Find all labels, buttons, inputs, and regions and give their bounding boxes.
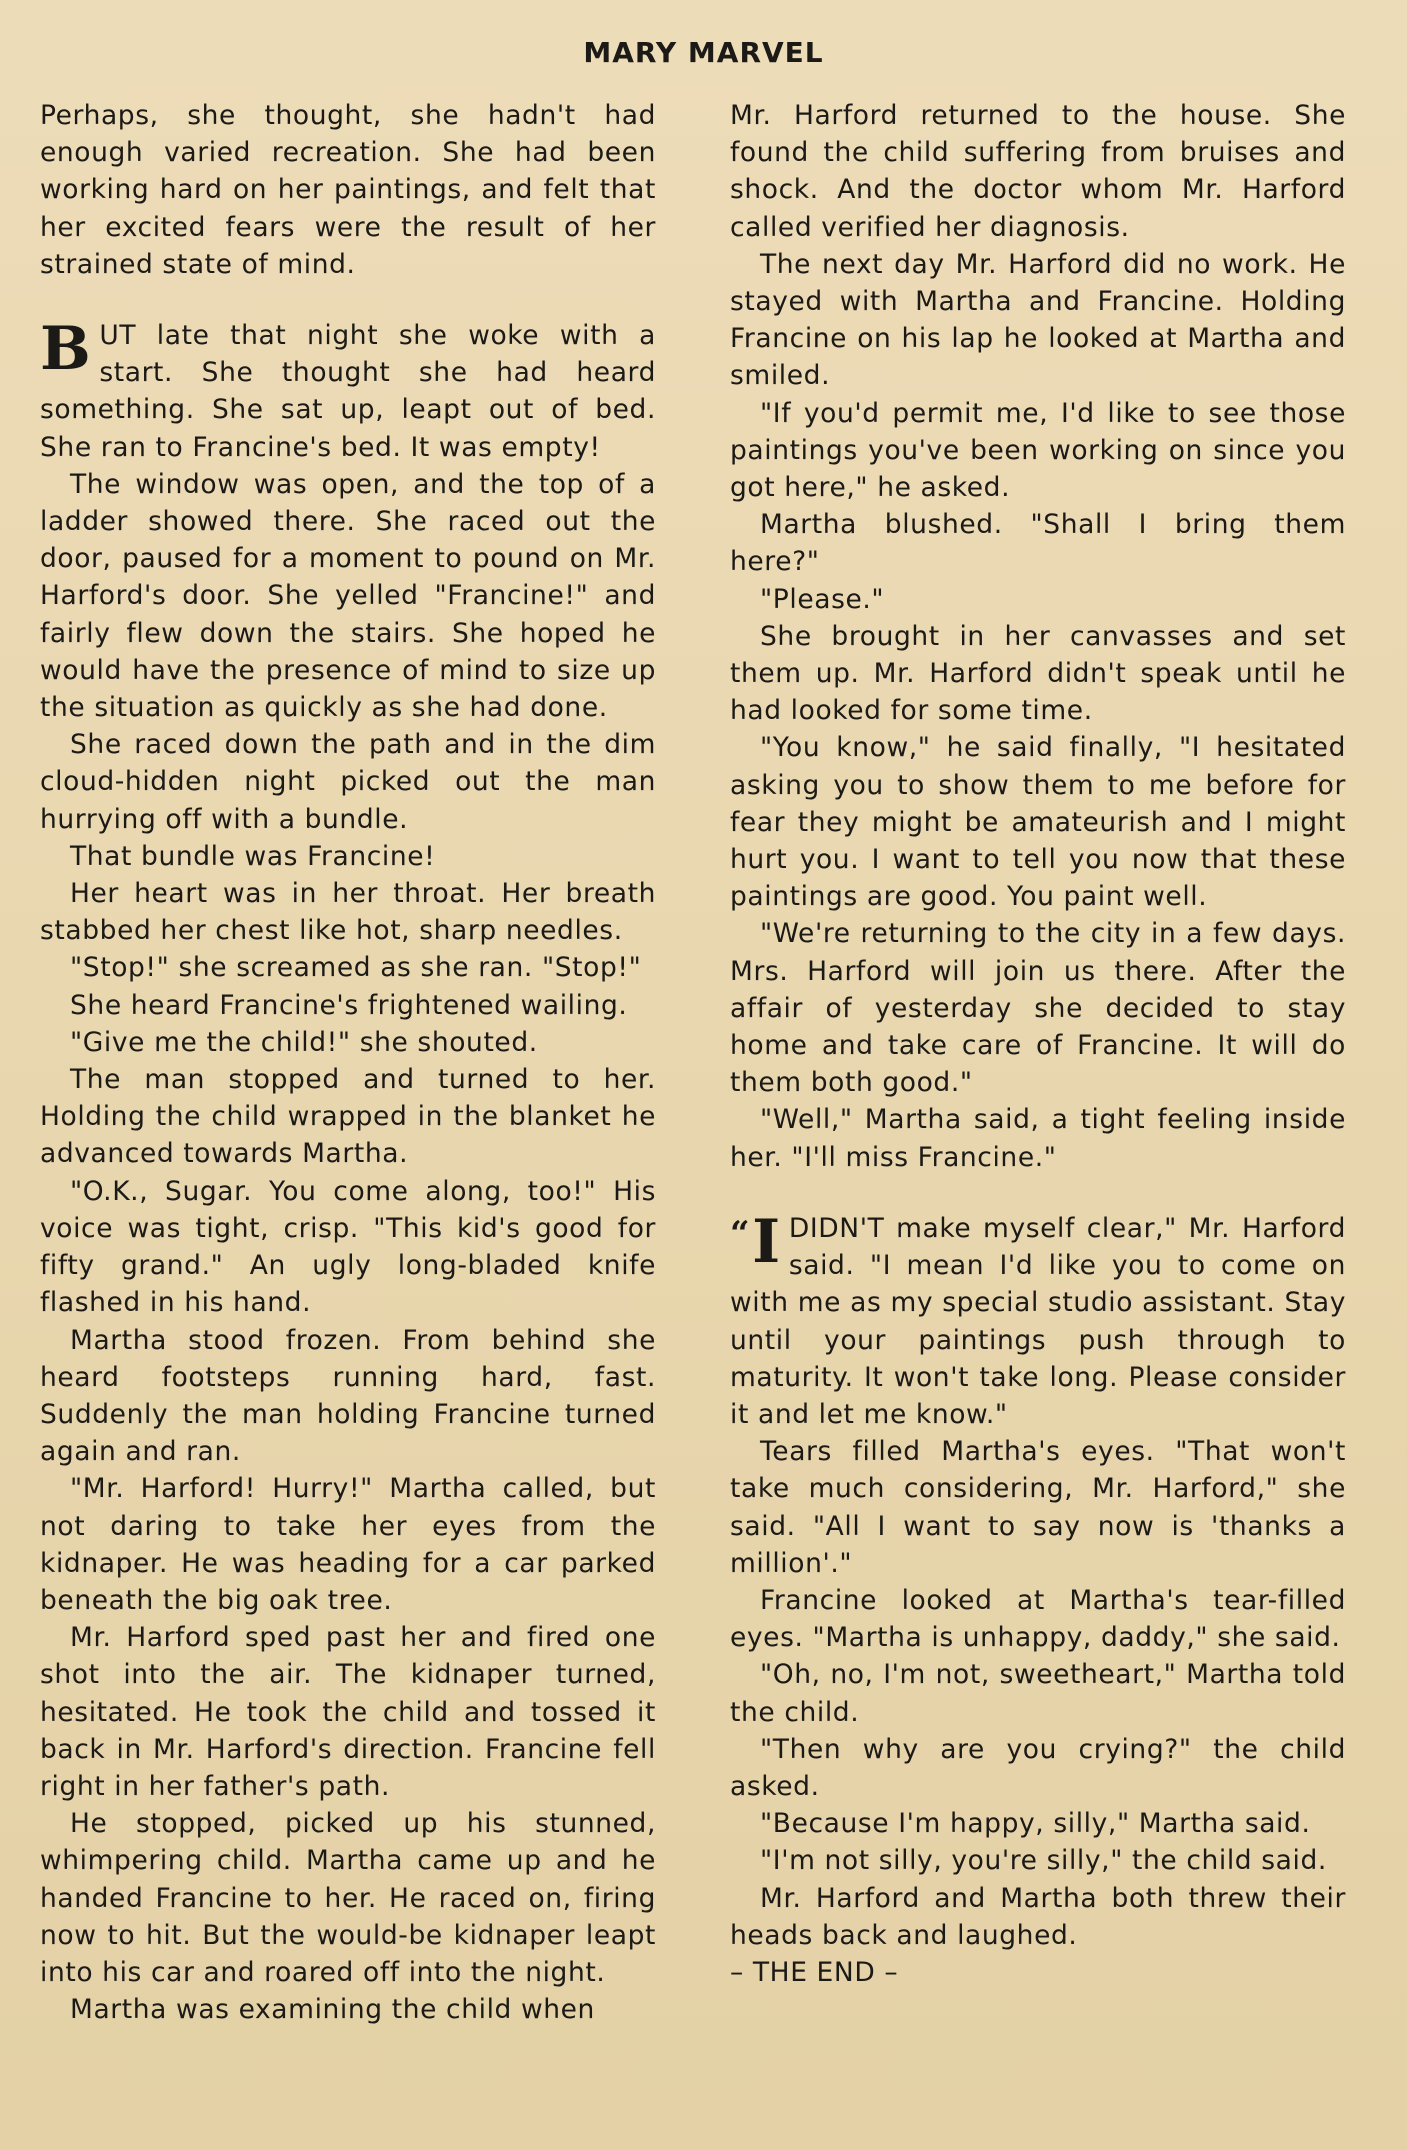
paragraph: "Please." [760,583,885,615]
paragraph: He stopped, picked up his stunned, whimpering child. Martha came up and he handed Francine to her. He raced on, firing now to hit. But the would-be kidnaper leapt into his car and roared off into the night. [40,1808,656,1988]
paragraph: "Give me the child!" she shouted. [70,1026,538,1058]
paragraph: The window was open, and the top of a ladder showed there. She raced out the door, paused for a moment to pound on Mr. Harford's door. She yelled "Francine!" and fairly flew down the stairs. She hoped he would have the presence of mind to size up the situation as quickly as she had done. [40,468,656,724]
paragraph: Martha stood frozen. From behind she heard footsteps running hard, fast. Suddenly the man holding Francine turned again and ran. [40,1324,656,1468]
paragraph: "Well," Martha said, a tight feeling inside her. "I'll miss Francine." [730,1104,1346,1173]
paragraph: That bundle was Francine! [70,840,436,872]
paragraph: "You know," he said finally, "I hesitated asking you to show them to me before for fear they might be amateurish and I might hurt you. I want to tell you now that these paintings are good. You paint well. [730,732,1346,913]
paragraph: "Mr. Harford! Hurry!" Martha called, but not daring to take her eyes from the kidnaper. He was heading for a car parked beneath the big oak tree. [40,1473,656,1616]
paragraph-dropcap [730,1206,1346,1433]
paragraph: She brought in her canvasses and set them up. Mr. Harford didn't speak until he had looked for some time. [730,620,1346,727]
paragraph: Francine looked at Martha's tear-filled eyes. "Martha is unhappy, daddy," she said. [730,1584,1346,1654]
open-quote-glyph: “ [730,1213,751,1254]
left-column [40,97,656,2028]
paragraph: Her heart was in her throat. Her breath stabbed her chest like hot, sharp needles. [40,878,656,947]
paragraph: Martha was examining the child when [70,1994,595,2026]
paragraph-text: DIDN'T make myself clear," Mr. Harford said. "I mean I'd like you to come on with me as my special studio assistant. Stay until your paintings push through to maturity. It won't take long. Please consider it and let me know." [730,1212,1346,1430]
the-end-label: – THE END – [730,1956,899,1988]
paragraph: "O.K., Sugar. You come along, too!" His voice was tight, crisp. "This kid's good for fifty grand." An ugly long-bladed knife flashed in his hand. [40,1175,656,1319]
paragraph: "Oh, no, I'm not, sweetheart," Martha told the child. [730,1659,1346,1728]
page-header: MARY MARVEL [583,36,824,69]
paragraph: The next day Mr. Harford did no work. He stayed with Martha and Francine. Holding Francine on his lap he looked at Martha and smiled. [730,248,1346,392]
paragraph: Mr. Harford returned to the house. She found the child suffering from bruises and shock. And the doctor whom Mr. Harford called verified her diagnosis. [730,100,1346,243]
paragraph: "I'm not silly, you're silly," the child said. [760,1845,1327,1877]
paragraph: "Because I'm happy, silly," Martha said. [760,1808,1311,1840]
paragraph: "Stop!" she screamed as she ran. "Stop!" [70,952,642,984]
paragraph: "If you'd permit me, I'd like to see those paintings you've been working on since you got here," he asked. [730,397,1346,504]
paragraph-dropcap [40,314,656,466]
paragraph: She raced down the path and in the dim cloud-hidden night picked out the man hurrying off with a bundle. [40,729,656,835]
paragraph: The man stopped and turned to her. Holding the child wrapped in the blanket he advanced towards Martha. [40,1064,656,1170]
paragraph: She heard Francine's frightened wailing. [70,989,628,1021]
paragraph: Perhaps, she thought, she hadn't had enough varied recreation. She had been working hard on her paintings, and felt that her excited fears were the result of her strained state of mind. [40,100,656,280]
paragraph: "Then why are you crying?" the child asked. [730,1733,1346,1802]
paragraph: Martha blushed. "Shall I bring them here?" [730,509,1346,578]
paragraph: Mr. Harford and Martha both threw their heads back and laughed. [730,1882,1346,1951]
right-column [730,97,1346,1991]
paragraph: Mr. Harford sped past her and fired one shot into the air. The kidnaper turned, hesitated. He took the child and tossed it back in Mr. Harford's direction. Francine fell right in her father's path. [40,1622,656,1802]
drop-cap: B [40,314,92,385]
paragraph: Tears filled Martha's eyes. "That won't take much considering, Mr. Harford," she said. "All I want to say now is 'thanks a million'." [730,1436,1346,1579]
paragraph: "We're returning to the city in a few days. Mrs. Harford will join us there. After the affair of yesterday she decided to stay home and take care of Francine. It will do them both good." [730,918,1346,1099]
drop-cap: I [752,1206,781,1277]
paragraph-text: UT late that night she woke with a start. She thought she had heard something. She sat up, leapt out of bed. She ran to Francine's bed. It was empty! [40,320,656,463]
